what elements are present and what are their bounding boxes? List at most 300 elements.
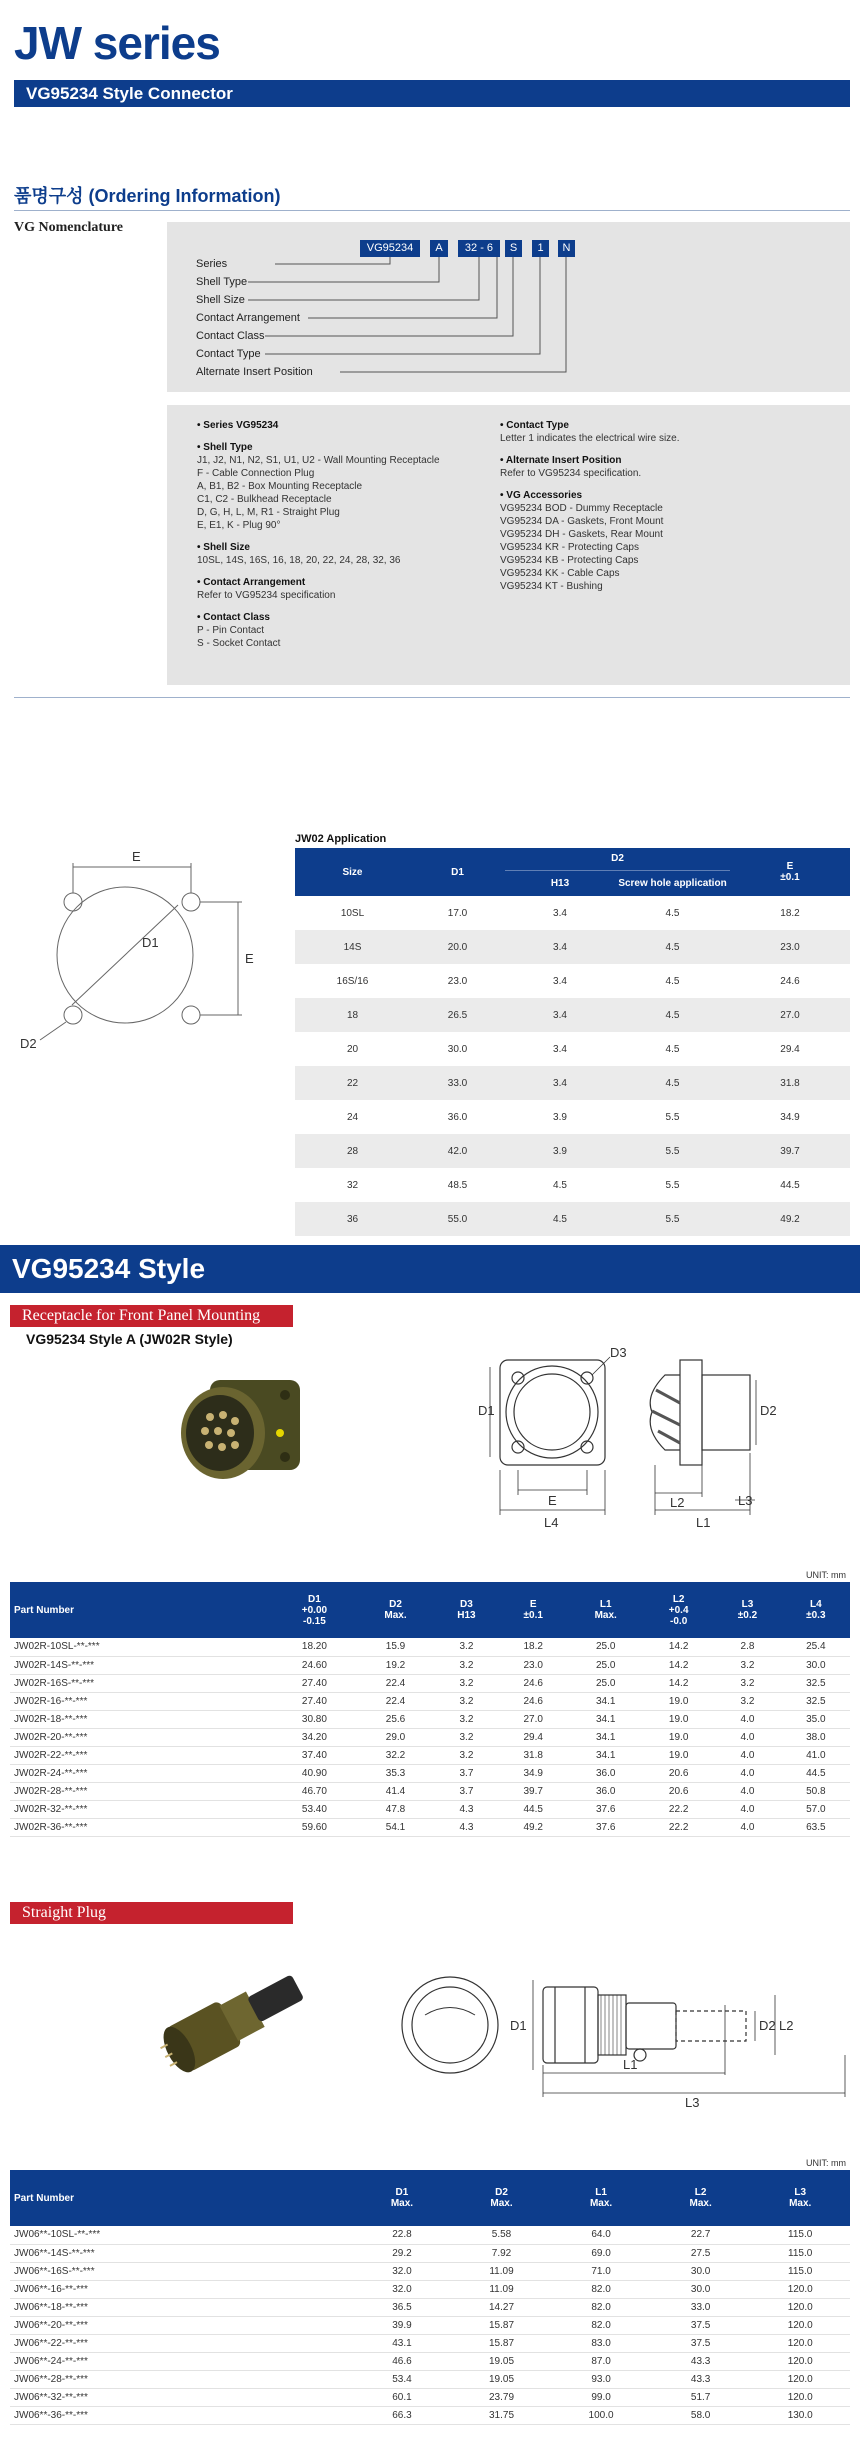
table-cell: 22 — [295, 1066, 410, 1100]
table-cell: 82.0 — [551, 2298, 651, 2316]
table-cell: 18.2 — [499, 1638, 567, 1656]
table-cell: 4.5 — [665, 907, 680, 919]
table-cell: 120.0 — [750, 2298, 850, 2316]
table-cell: JW02R-36-**-*** — [10, 1818, 272, 1836]
table-cell: 4.5 — [665, 1043, 680, 1055]
table-cell: 25.0 — [567, 1674, 644, 1692]
table-cell: 27.0 — [499, 1710, 567, 1728]
table-cell: JW06**-18-**-*** — [10, 2298, 352, 2316]
series-title: JW series — [14, 17, 220, 69]
table-cell: 15.9 — [357, 1638, 434, 1656]
table-cell: 43.3 — [651, 2370, 751, 2388]
col-header: L3 ±0.2 — [713, 1582, 781, 1638]
table-cell: JW02R-22-**-*** — [10, 1746, 272, 1764]
table-cell: JW02R-32-**-*** — [10, 1800, 272, 1818]
table-row — [10, 1764, 850, 1782]
col-header: D3 H13 — [434, 1582, 499, 1638]
table-cell: JW06**-36-**-*** — [10, 2406, 352, 2424]
desc-line: VG95234 KK - Cable Caps — [500, 568, 620, 579]
table-cell: 29.0 — [357, 1728, 434, 1746]
dim-d2: D2 — [759, 2018, 776, 2033]
table-cell: 38.0 — [782, 1728, 850, 1746]
desc-line: Refer to VG95234 specification. — [500, 468, 642, 479]
table-cell: 36.5 — [352, 2298, 452, 2316]
dim-e: E — [548, 1493, 557, 1508]
table-row — [295, 1168, 850, 1202]
table-cell: 3.4 — [505, 998, 615, 1032]
desc-heading: • Shell Type — [197, 442, 253, 453]
table-row — [10, 2334, 850, 2352]
table-cell: 5.58 — [452, 2226, 552, 2244]
table-cell: 53.4 — [352, 2370, 452, 2388]
table-cell: 24.60 — [272, 1656, 358, 1674]
table-cell: 24 — [346, 1111, 359, 1123]
dim-d3: D3 — [610, 1345, 627, 1360]
dim-d2: D2 — [760, 1403, 777, 1418]
table-cell: 23.0 — [499, 1656, 567, 1674]
desc-line: VG95234 KR - Protecting Caps — [500, 542, 639, 553]
desc-line: Refer to VG95234 specification — [197, 590, 336, 601]
col-header: L2 Max. — [651, 2170, 751, 2226]
desc-heading: • Alternate Insert Position — [500, 455, 622, 466]
table-cell: 4.5 — [615, 1066, 730, 1100]
table-cell: 49.2 — [730, 1202, 850, 1236]
table-cell: 50.8 — [782, 1782, 850, 1800]
col-header: D1 +0.00 -0.15 — [272, 1582, 358, 1638]
plug-bar: Straight Plug — [10, 1902, 293, 1924]
description-left — [197, 419, 497, 650]
table-cell: 4.3 — [434, 1800, 499, 1818]
description-box — [167, 405, 850, 685]
table-cell: 37.5 — [651, 2334, 751, 2352]
table-cell: JW06**-28-**-*** — [10, 2370, 352, 2388]
table-cell: 30.0 — [447, 1043, 468, 1055]
table-cell: 120.0 — [750, 2370, 850, 2388]
receptacle-bar: Receptacle for Front Panel Mounting — [10, 1305, 293, 1327]
table-cell: 83.0 — [551, 2334, 651, 2352]
desc-line: P - Pin Contact — [197, 625, 265, 636]
col-e — [730, 848, 850, 896]
table-cell: JW06**-20-**-*** — [10, 2316, 352, 2334]
table-cell: 32.0 — [352, 2262, 452, 2280]
table-cell: 36.0 — [567, 1782, 644, 1800]
col-e-label: E — [786, 861, 794, 872]
table-cell: 32.5 — [782, 1674, 850, 1692]
code-shell-size: 32 - 6 — [458, 240, 500, 257]
table-cell: 18.20 — [272, 1638, 358, 1656]
table-cell: 22.2 — [644, 1800, 713, 1818]
table-cell: 34.9 — [780, 1111, 800, 1123]
table-row — [10, 2298, 850, 2316]
col-header: L3 Max. — [750, 2170, 850, 2226]
table-cell: 4.5 — [665, 975, 680, 987]
table-cell: JW06**-10SL-**-*** — [10, 2226, 352, 2244]
table-row — [10, 2370, 850, 2388]
table-cell: 4.5 — [615, 998, 730, 1032]
table-cell: 34.9 — [499, 1764, 567, 1782]
table-cell: 64.0 — [551, 2226, 651, 2244]
table-cell: 4.0 — [713, 1728, 781, 1746]
table-row — [295, 964, 850, 998]
table-cell: 31.8 — [730, 1066, 850, 1100]
table-cell: 22.4 — [357, 1692, 434, 1710]
table-cell: 27.40 — [272, 1674, 358, 1692]
table-cell: 23.79 — [452, 2388, 552, 2406]
table-cell: 14.2 — [644, 1656, 713, 1674]
desc-line: VG95234 KB - Protecting Caps — [500, 555, 639, 566]
table-cell: 32.0 — [352, 2280, 452, 2298]
table-cell: 115.0 — [750, 2262, 850, 2280]
table-cell: 19.05 — [452, 2370, 552, 2388]
table-cell: 3.9 — [505, 1134, 615, 1168]
desc-line: F - Cable Connection Plug — [197, 468, 315, 479]
ordering-title: 품명구성 (Ordering Information) — [14, 186, 281, 206]
table-cell: 30.0 — [782, 1656, 850, 1674]
desc-line: VG95234 BOD - Dummy Receptacle — [500, 503, 663, 514]
table-cell: 53.40 — [272, 1800, 358, 1818]
table-cell: 60.1 — [352, 2388, 452, 2406]
table-cell: 34.1 — [567, 1746, 644, 1764]
table-cell: 28 — [295, 1134, 410, 1168]
table-row — [10, 1656, 850, 1674]
desc-line: S - Socket Contact — [197, 638, 281, 649]
table-cell: 31.8 — [499, 1746, 567, 1764]
vg-style-bar: VG95234 Style — [0, 1245, 860, 1293]
col-header: L4 ±0.3 — [782, 1582, 850, 1638]
desc-line: VG95234 DH - Gaskets, Rear Mount — [500, 529, 663, 540]
dim-l2: L2 — [779, 2018, 794, 2033]
table-cell: 3.4 — [505, 930, 615, 964]
table-cell: 3.7 — [434, 1764, 499, 1782]
table-row — [295, 896, 850, 930]
table-cell: 3.2 — [713, 1674, 781, 1692]
desc-line: C1, C2 - Bulkhead Receptacle — [197, 494, 332, 505]
table-cell: 19.0 — [644, 1710, 713, 1728]
table-cell: 14.2 — [644, 1638, 713, 1656]
col-header: L1 Max. — [567, 1582, 644, 1638]
table-cell: 46.6 — [352, 2352, 452, 2370]
table-cell: 44.5 — [780, 1179, 800, 1191]
table-cell: 35.0 — [782, 1710, 850, 1728]
label-shell-type: Shell Type — [196, 276, 248, 288]
table-cell: 15.87 — [452, 2316, 552, 2334]
table-cell: 36.0 — [447, 1111, 468, 1123]
label-series: Series — [196, 258, 228, 270]
desc-line: VG95234 DA - Gaskets, Front Mount — [500, 516, 664, 527]
table-row — [295, 1134, 850, 1168]
table-cell: 43.3 — [651, 2352, 751, 2370]
col-d2: D2 — [505, 848, 730, 870]
table-row — [10, 2388, 850, 2406]
table-cell: 5.5 — [665, 1179, 680, 1191]
table-cell: 42.0 — [410, 1134, 505, 1168]
table-row — [295, 1032, 850, 1066]
table-cell: 34.1 — [567, 1692, 644, 1710]
desc-heading: • Contact Class — [197, 612, 270, 623]
table-cell: JW02R-14S-**-*** — [10, 1656, 272, 1674]
receptacle-subtitle: VG95234 Style A (JW02R Style) — [26, 1331, 233, 1347]
table-cell: 5.5 — [615, 1134, 730, 1168]
table-cell: 27.40 — [272, 1692, 358, 1710]
table-cell: 39.7 — [730, 1134, 850, 1168]
table-row — [10, 2262, 850, 2280]
table-cell: 87.0 — [551, 2352, 651, 2370]
table-row — [10, 1710, 850, 1728]
table-cell: JW02R-10SL-**-*** — [10, 1638, 272, 1656]
nomenclature-label: VG Nomenclature — [14, 220, 123, 235]
desc-line: J1, J2, N1, N2, S1, U1, U2 - Wall Mounting Receptacle — [197, 455, 440, 466]
table-cell: 36 — [295, 1202, 410, 1236]
table-cell: 43.1 — [352, 2334, 452, 2352]
table-cell: 100.0 — [551, 2406, 651, 2424]
table-cell: 115.0 — [750, 2226, 850, 2244]
table-row — [10, 2226, 850, 2244]
table-cell: 54.1 — [357, 1818, 434, 1836]
table-cell: 15.87 — [452, 2334, 552, 2352]
table-cell: 24.6 — [499, 1674, 567, 1692]
table-cell: 120.0 — [750, 2316, 850, 2334]
table-cell: JW02R-18-**-*** — [10, 1710, 272, 1728]
table-cell: 99.0 — [551, 2388, 651, 2406]
label-shell-size: Shell Size — [196, 294, 245, 306]
code-shell-type: A — [430, 240, 448, 257]
table-cell: JW02R-16-**-*** — [10, 1692, 272, 1710]
table-row — [10, 1800, 850, 1818]
table-cell: JW06**-24-**-*** — [10, 2352, 352, 2370]
table-cell: 4.0 — [713, 1782, 781, 1800]
table-cell: 25.6 — [357, 1710, 434, 1728]
col-header: L2 +0.4 -0.0 — [644, 1582, 713, 1638]
table-row — [10, 1746, 850, 1764]
table-cell: 33.0 — [651, 2298, 751, 2316]
table-cell: 30.0 — [651, 2262, 751, 2280]
description-right — [500, 419, 830, 593]
table-cell: 32 — [346, 1179, 359, 1191]
table-cell: 19.05 — [452, 2352, 552, 2370]
col-d1: D1 — [410, 848, 505, 896]
table-row — [10, 1692, 850, 1710]
plug-drawing — [395, 1965, 860, 2115]
table-cell: 5.5 — [615, 1202, 730, 1236]
table-row — [295, 998, 850, 1032]
table-cell: 39.7 — [499, 1782, 567, 1800]
plug-photo — [150, 1960, 320, 2080]
dim-d1: D1 — [478, 1403, 495, 1418]
table-cell: 3.2 — [713, 1692, 781, 1710]
table-row — [10, 1674, 850, 1692]
table-row — [10, 2280, 850, 2298]
table-cell: 22.2 — [644, 1818, 713, 1836]
table-cell: 4.0 — [713, 1764, 781, 1782]
table-cell: 14.2 — [644, 1674, 713, 1692]
table-row — [295, 1202, 850, 1236]
table-cell: 3.2 — [434, 1692, 499, 1710]
table-cell: 71.0 — [551, 2262, 651, 2280]
table-cell: 37.6 — [567, 1800, 644, 1818]
table-cell: 27.5 — [651, 2244, 751, 2262]
table-cell: 25.4 — [782, 1638, 850, 1656]
table-cell: 34.1 — [567, 1728, 644, 1746]
table-cell: JW02R-28-**-*** — [10, 1782, 272, 1800]
label-contact-arrangement: Contact Arrangement — [196, 312, 300, 324]
table-cell: 40.90 — [272, 1764, 358, 1782]
table-cell: 82.0 — [551, 2316, 651, 2334]
table-cell: 23.0 — [447, 975, 468, 987]
desc-line: D, G, H, L, M, R1 - Straight Plug — [197, 507, 340, 518]
table-row — [10, 1728, 850, 1746]
label-contact-class: Contact Class — [196, 330, 265, 342]
table-cell: 59.60 — [272, 1818, 358, 1836]
label-alt-insert: Alternate Insert Position — [196, 366, 313, 378]
table-cell: 41.4 — [357, 1782, 434, 1800]
table-cell: 3.2 — [713, 1656, 781, 1674]
table-cell: 31.75 — [452, 2406, 552, 2424]
table-cell: 3.2 — [434, 1728, 499, 1746]
table-cell: 3.2 — [434, 1638, 499, 1656]
table-cell: 37.6 — [567, 1818, 644, 1836]
table-cell: 35.3 — [357, 1764, 434, 1782]
table-cell: 3.4 — [553, 1043, 567, 1055]
unit-label: UNIT: mm — [806, 2158, 846, 2168]
table-cell: JW06**-16S-**-*** — [10, 2262, 352, 2280]
table-cell: 49.2 — [499, 1818, 567, 1836]
table-cell: 2.8 — [713, 1638, 781, 1656]
table-cell: 55.0 — [410, 1202, 505, 1236]
col-header: L1 Max. — [551, 2170, 651, 2226]
table-cell: 20.6 — [644, 1782, 713, 1800]
table-cell: JW06**-16-**-*** — [10, 2280, 352, 2298]
table-cell: 3.9 — [553, 1111, 567, 1123]
table-cell: 46.70 — [272, 1782, 358, 1800]
receptacle-table — [10, 1582, 850, 1837]
table-cell: 33.0 — [410, 1066, 505, 1100]
table-cell: 30.80 — [272, 1710, 358, 1728]
table-row — [10, 1818, 850, 1836]
dim-l3: L3 — [738, 1493, 753, 1508]
receptacle-photo — [165, 1365, 315, 1495]
col-h13: H13 — [505, 870, 615, 896]
table-cell: 10SL — [340, 907, 365, 919]
table-cell: JW02R-20-**-*** — [10, 1728, 272, 1746]
application-title: JW02 Application — [295, 833, 387, 845]
table-cell: 22.4 — [357, 1674, 434, 1692]
table-cell: 4.5 — [615, 930, 730, 964]
table-cell: 41.0 — [782, 1746, 850, 1764]
nomenclature-lines — [0, 0, 860, 400]
table-cell: 4.0 — [713, 1818, 781, 1836]
code-contact-arr: S — [505, 240, 522, 257]
table-cell: 14.27 — [452, 2298, 552, 2316]
table-cell: 34.1 — [567, 1710, 644, 1728]
table-cell: 44.5 — [782, 1764, 850, 1782]
table-cell: 29.4 — [499, 1728, 567, 1746]
unit-label: UNIT: mm — [806, 1570, 846, 1580]
col-screw: Screw hole application — [615, 870, 730, 896]
col-e-tol: ±0.1 — [780, 872, 800, 883]
table-cell: 115.0 — [750, 2244, 850, 2262]
table-cell: 7.92 — [452, 2244, 552, 2262]
table-cell: 63.5 — [782, 1818, 850, 1836]
table-cell: 4.3 — [434, 1818, 499, 1836]
col-header: E ±0.1 — [499, 1582, 567, 1638]
table-row — [295, 1066, 850, 1100]
divider — [14, 697, 850, 698]
table-cell: 3.4 — [553, 907, 567, 919]
table-cell: 37.5 — [651, 2316, 751, 2334]
table-cell: 130.0 — [750, 2406, 850, 2424]
table-cell: 29.2 — [352, 2244, 452, 2262]
table-cell: 24.6 — [499, 1692, 567, 1710]
table-row — [10, 2352, 850, 2370]
dim-e-top: E — [132, 849, 141, 864]
table-cell: 16S/16 — [336, 975, 369, 987]
col-header: D2 Max. — [357, 1582, 434, 1638]
col-header: Part Number — [10, 1582, 272, 1638]
dim-d1: D1 — [510, 2018, 527, 2033]
desc-line: VG95234 KT - Bushing — [500, 581, 603, 592]
table-cell: 39.9 — [352, 2316, 452, 2334]
table-cell: 18.2 — [780, 907, 800, 919]
dim-d2: D2 — [20, 1036, 37, 1051]
application-table — [295, 848, 850, 1236]
table-cell: 120.0 — [750, 2334, 850, 2352]
table-cell: 14S — [295, 930, 410, 964]
table-cell: 24.6 — [780, 975, 800, 987]
desc-heading: • VG Accessories — [500, 490, 583, 501]
table-cell: 32.2 — [357, 1746, 434, 1764]
table-cell: 93.0 — [551, 2370, 651, 2388]
table-cell: JW06**-32-**-*** — [10, 2388, 352, 2406]
table-cell: 120.0 — [750, 2280, 850, 2298]
table-row — [10, 2316, 850, 2334]
desc-line: 10SL, 14S, 16S, 16, 18, 20, 22, 24, 28, 32, 36 — [197, 555, 401, 566]
desc-line: E, E1, K - Plug 90° — [197, 520, 281, 531]
table-cell: 19.0 — [644, 1728, 713, 1746]
desc-heading: • Contact Type — [500, 420, 569, 431]
table-cell: 120.0 — [750, 2388, 850, 2406]
table-cell: 25.0 — [567, 1656, 644, 1674]
receptacle-drawing — [480, 1335, 860, 1545]
table-cell: JW06**-14S-**-*** — [10, 2244, 352, 2262]
table-cell: JW06**-22-**-*** — [10, 2334, 352, 2352]
table-cell: JW02R-24-**-*** — [10, 1764, 272, 1782]
table-cell: 34.20 — [272, 1728, 358, 1746]
col-size: Size — [295, 848, 410, 896]
table-cell: 57.0 — [782, 1800, 850, 1818]
dim-l1: L1 — [696, 1515, 711, 1530]
table-cell: 32.5 — [782, 1692, 850, 1710]
table-cell: 4.5 — [553, 1179, 567, 1191]
table-cell: 69.0 — [551, 2244, 651, 2262]
col-header: Part Number — [10, 2170, 352, 2226]
table-cell: 37.40 — [272, 1746, 358, 1764]
table-cell: 26.5 — [410, 998, 505, 1032]
desc-line: Letter 1 indicates the electrical wire size. — [500, 433, 680, 444]
table-cell: 48.5 — [447, 1179, 468, 1191]
table-row — [295, 930, 850, 964]
table-cell: 4.5 — [505, 1202, 615, 1236]
table-row — [10, 2406, 850, 2424]
table-cell: 30.0 — [651, 2280, 751, 2298]
table-cell: 19.0 — [644, 1746, 713, 1764]
table-cell: 3.7 — [434, 1782, 499, 1800]
table-cell: 44.5 — [499, 1800, 567, 1818]
dim-l2: L2 — [670, 1495, 685, 1510]
plug-table — [10, 2170, 850, 2425]
desc-heading: • Shell Size — [197, 542, 250, 553]
table-cell: 3.2 — [434, 1656, 499, 1674]
table-cell: 3.2 — [434, 1674, 499, 1692]
